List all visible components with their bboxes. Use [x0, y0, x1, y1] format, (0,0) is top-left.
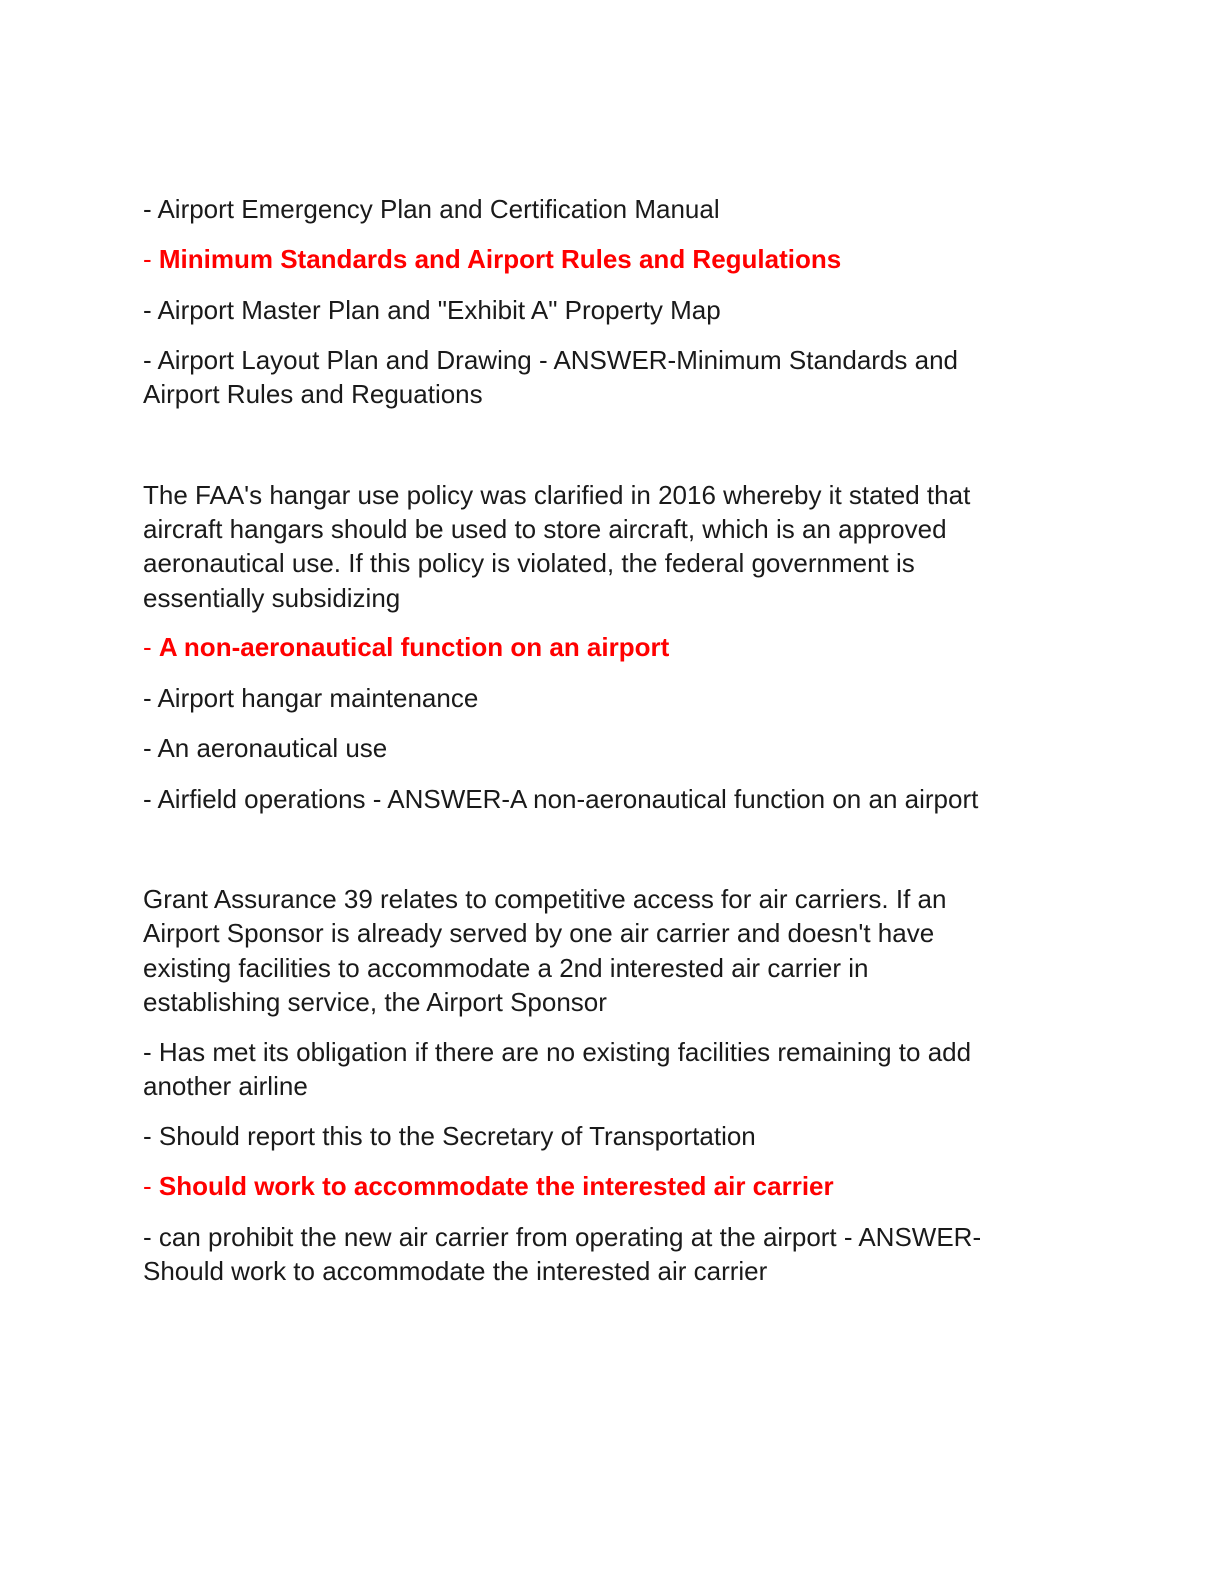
- q2-question-line-4: essentially subsidizing: [143, 583, 401, 613]
- q3-option-4-line-1: - can prohibit the new air carrier from operating at the airport - ANSWER-: [143, 1222, 982, 1252]
- q2-option-1-correct: [143, 630, 1043, 665]
- q3-option-3-text: Should work to accommodate the interested air carrier: [158, 1171, 834, 1201]
- q2-option-4: - Airfield operations - ANSWER-A non-aeronautical function on an airport: [143, 784, 979, 814]
- q3-option-3-correct: [143, 1169, 1043, 1204]
- q1-option-1: - Airport Emergency Plan and Certification Manual: [143, 194, 720, 224]
- q3-question-line-2: Airport Sponsor is already served by one air carrier and doesn't have: [143, 918, 935, 948]
- q2-option-1-dash: -: [143, 632, 159, 662]
- q3-question-line-1: Grant Assurance 39 relates to competitive access for air carriers. If an: [143, 884, 947, 914]
- q2-option-3: - An aeronautical use: [143, 733, 388, 763]
- q3-option-4-line-2: Should work to accommodate the interested air carrier: [143, 1256, 768, 1286]
- q2-option-1-text: A non-aeronautical function on an airport: [158, 632, 670, 662]
- q1-option-2-text: Minimum Standards and Airport Rules and Regulations: [158, 244, 842, 274]
- q3-option-1-line-2: another airline: [143, 1071, 308, 1101]
- q3-option-2: - Should report this to the Secretary of Transportation: [143, 1121, 756, 1151]
- q3-question-line-3: existing facilities to accommodate a 2nd interested air carrier in: [143, 953, 869, 983]
- q1-option-3: - Airport Master Plan and "Exhibit A" Property Map: [143, 295, 721, 325]
- q1-option-4-line-1: - Airport Layout Plan and Drawing - ANSWER-Minimum Standards and: [143, 345, 959, 375]
- q2-option-2: - Airport hangar maintenance: [143, 683, 479, 713]
- q1-option-2-dash: -: [143, 244, 159, 274]
- q3-option-3-dash: -: [143, 1171, 159, 1201]
- q1-option-2-correct: [143, 242, 1043, 277]
- q2-question-line-3: aeronautical use. If this policy is violated, the federal government is: [143, 548, 915, 578]
- q2-question-line-1: The FAA's hangar use policy was clarified in 2016 whereby it stated that: [143, 480, 971, 510]
- q3-option-1-line-1: - Has met its obligation if there are no existing facilities remaining to add: [143, 1037, 972, 1067]
- q1-option-4-line-2: Airport Rules and Reguations: [143, 379, 483, 409]
- q2-question-line-2: aircraft hangars should be used to store aircraft, which is an approved: [143, 514, 947, 544]
- q3-question-line-4: establishing service, the Airport Sponsor: [143, 987, 607, 1017]
